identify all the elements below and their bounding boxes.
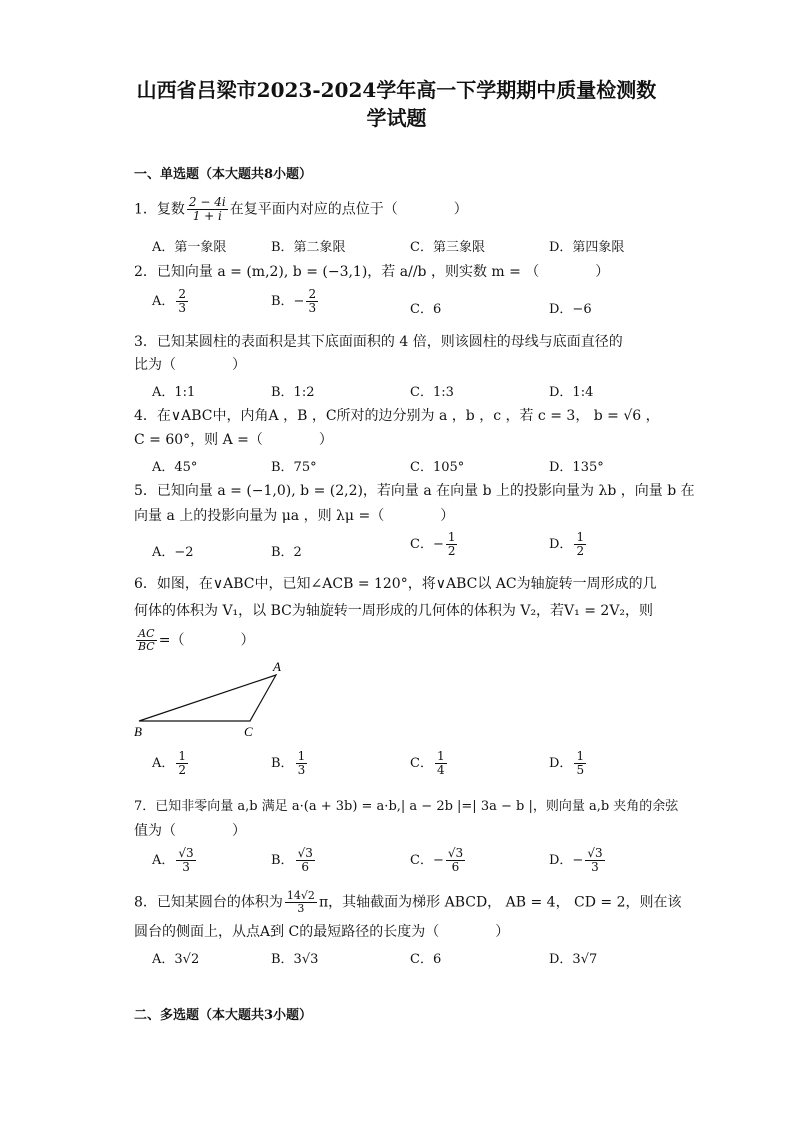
q7-option-b: B． $\frac{√3}{6}$	[271, 846, 313, 875]
question-8-line1: 8．已知某圆台的体积为 $\frac{14√2}{3}$ π，其轴截面为梯形 ABCD， AB = 4， CD = 2，则在该	[134, 889, 682, 916]
section-heading-multiple-choice: 二、多选题（本大题共3小题）	[134, 1008, 313, 1023]
q8-option-a: A．3√2	[152, 952, 200, 967]
q5-option-a: A．−2	[152, 545, 194, 560]
q2-option-a: A． $\frac{2}{3}$	[152, 287, 187, 316]
triangle-abc	[139, 675, 276, 721]
question-7-line1: 7．已知非零向量 a,b 满足 a·(a + 3b) = a·b,| a − 2b |=| 3a − b |，则向量 a,b 夹角的余弦	[134, 799, 679, 814]
q5-option-d: D． $\frac{1}{2}$	[549, 530, 585, 559]
q3-option-d: D．1:4	[549, 385, 594, 400]
vertex-label-c: C	[244, 724, 253, 738]
q8-option-c: C．6	[410, 952, 442, 967]
question-6-line3: $\frac{AC}{BC}$ =（ ）	[138, 627, 255, 654]
q7-option-d: D．− $\frac{√3}{3}$	[549, 846, 603, 875]
q1-option-c: C．第三象限	[410, 240, 485, 255]
question-6-line2: 何体的体积为 V₁，以 BC为轴旋转一周形成的几何体的体积为 V₂，若V₁ = 2V₂，则	[134, 603, 654, 619]
q4-option-b: B．75°	[271, 460, 317, 475]
q5-option-c: C．− $\frac{1}{2}$	[410, 530, 456, 559]
question-8-line2: 圆台的侧面上，从点A到 C的最短路径的长度为（ ）	[134, 924, 510, 940]
q6-option-b: B． $\frac{1}{3}$	[271, 749, 306, 778]
q7-option-a: A． $\frac{√3}{3}$	[152, 846, 194, 875]
q2-option-b: B．− $\frac{2}{3}$	[271, 287, 317, 316]
question-1: 1．复数 $\frac{2 - 4i}{1 + i}$ 在复平面内对应的点位于（ ）	[134, 195, 468, 224]
question-7-line2: 值为（ ）	[134, 823, 246, 839]
q5-option-b: B．2	[271, 545, 302, 560]
q4-option-d: D．135°	[549, 460, 604, 475]
section-heading-single-choice: 一、单选题（本大题共8小题）	[134, 167, 313, 182]
q1-option-d: D．第四象限	[549, 240, 625, 255]
q1-fraction: $\frac{2 - 4i}{1 + i}$	[188, 195, 226, 224]
q1-option-a: A．第一象限	[152, 240, 227, 255]
q6-option-a: A． $\frac{1}{2}$	[152, 749, 187, 778]
q3-option-b: B．1:2	[271, 385, 315, 400]
q8-option-b: B．3√3	[271, 952, 319, 967]
question-3-line2: 比为（ ）	[134, 357, 246, 373]
question-6-line1: 6．如图，在∨ABC中，已知∠ACB = 120°，将∨ABC以 AC为轴旋转一周形成的几	[134, 576, 657, 592]
q1-option-b: B．第二象限	[271, 240, 346, 255]
vertex-label-a: A	[273, 659, 281, 674]
triangle-diagram	[130, 658, 290, 738]
q4-option-a: A．45°	[152, 460, 198, 475]
question-3-line1: 3．已知某圆柱的表面积是其下底面面积的 4 倍，则该圆柱的母线与底面直径的	[134, 334, 623, 350]
question-4-line2: C = 60°，则 A =（ ）	[134, 432, 333, 448]
page-title: 山西省吕梁市2023-2024学年高一下学期期中质量检测数	[136, 78, 657, 102]
q8-option-d: D．3√7	[549, 952, 598, 967]
vertex-label-b: B	[134, 724, 142, 738]
q4-option-c: C．105°	[410, 460, 465, 475]
q6-option-d: D． $\frac{1}{5}$	[549, 749, 585, 778]
question-4-line1: 4．在∨ABC中，内角A ，B ，C所对的边分别为 a ，b ，c ，若 c = 3， b = √6 ，	[134, 408, 660, 424]
page-title-line2: 学试题	[366, 106, 427, 130]
q2-option-c: C．6	[410, 302, 442, 317]
question-2: 2．已知向量 a = (m,2), b = (−3,1)，若 a//b ，则实数 m = （ ）	[134, 264, 610, 280]
q7-option-c: C．− $\frac{√3}{6}$	[410, 846, 464, 875]
q3-option-c: C．1:3	[410, 385, 454, 400]
q6-option-c: C． $\frac{1}{4}$	[410, 749, 445, 778]
question-5-line1: 5．已知向量 a = (−1,0), b = (2,2)，若向量 a 在向量 b 上的投影向量为 λb ，向量 b 在	[134, 483, 695, 499]
q3-option-a: A．1:1	[152, 385, 196, 400]
q2-option-d: D．−6	[549, 302, 592, 317]
question-5-line2: 向量 a 上的投影向量为 μa ，则 λμ =（ ）	[134, 508, 455, 524]
